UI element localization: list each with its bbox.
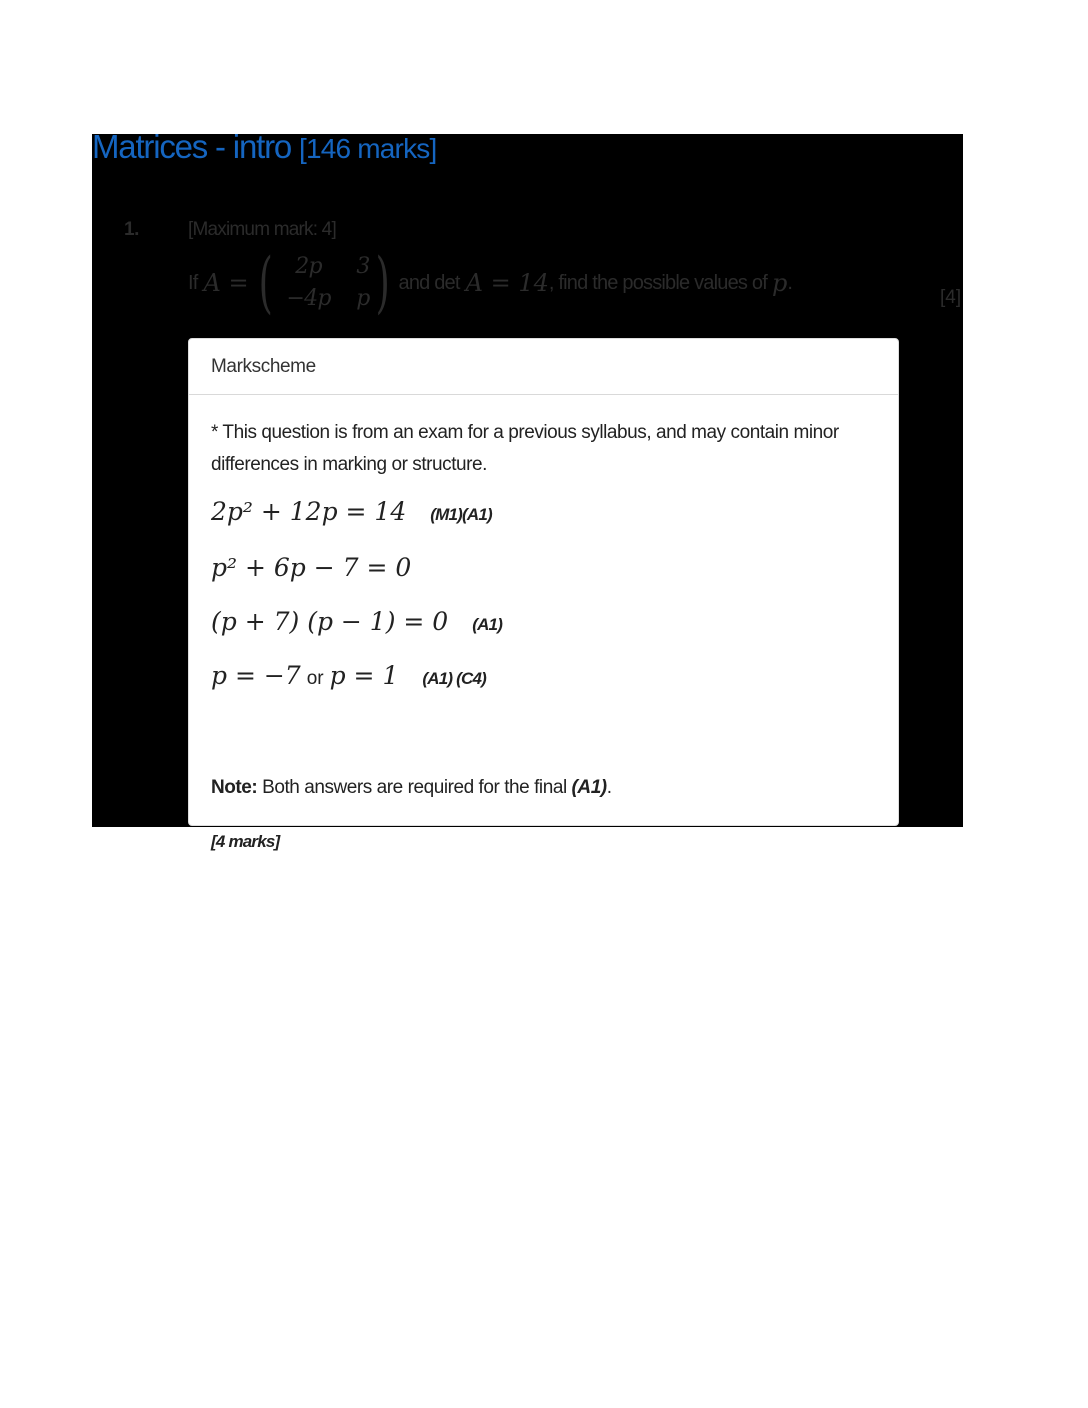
- markscheme-step-3: [211, 607, 502, 636]
- question-text-if: If: [188, 271, 198, 294]
- markscheme-step-4: [211, 661, 486, 690]
- question-max-mark: [Maximum mark: 4]: [188, 219, 336, 240]
- question-number: 1.: [124, 219, 139, 240]
- question-variable: p: [771, 269, 788, 297]
- det-expression: A = 14: [465, 269, 549, 297]
- page-title: [92, 127, 436, 169]
- markscheme-header[interactable]: Markscheme: [189, 339, 898, 395]
- markscheme-body: [189, 395, 898, 851]
- step-expression-right: p = 1: [329, 661, 399, 690]
- note-text: Both answers are required for the final: [257, 777, 572, 798]
- question-text-and-det: and det: [398, 271, 460, 294]
- matrix-A: [253, 244, 395, 321]
- step-or: or: [306, 668, 324, 689]
- title-marks: [146 marks]: [298, 133, 437, 164]
- markscheme-step-1: [211, 497, 492, 526]
- note-label: Note:: [211, 777, 258, 798]
- step-annotation: (M1)(A1): [430, 505, 492, 524]
- matrix-cell: 3: [356, 254, 370, 279]
- step-expression: (p + 7) (p − 1) = 0: [211, 607, 449, 636]
- matrix-cell: −4p: [286, 286, 331, 311]
- step-annotation: (A1): [472, 615, 503, 634]
- note-end: .: [606, 777, 612, 798]
- syllabus-note: * This question is from an exam for a previous syllabus, and may contain minor differences in marking or structure.: [211, 422, 839, 475]
- matrix-left-paren: (: [258, 244, 272, 321]
- question-text-find: , find the possible values of: [548, 271, 767, 294]
- step-expression: p² + 6p − 7 = 0: [211, 553, 412, 582]
- total-marks: [4 marks]: [211, 832, 280, 851]
- matrix-right-paren: ): [375, 244, 389, 321]
- question-marks: [4]: [940, 287, 962, 308]
- matrix-lhs: A =: [203, 269, 249, 297]
- step-expression-left: p = −7: [211, 661, 301, 690]
- question-period: .: [787, 271, 793, 294]
- step-annotation: (A1) (C4): [422, 669, 486, 688]
- step-expression: 2p² + 12p = 14: [211, 497, 407, 526]
- matrix-cell: p: [356, 286, 370, 311]
- note-mark: (A1): [571, 777, 607, 798]
- title-text: Matrices - intro: [92, 128, 292, 165]
- matrix-cell: 2p: [295, 254, 322, 279]
- question-text: [188, 244, 793, 321]
- markscheme-box: [188, 338, 899, 851]
- markscheme-step-2: [211, 553, 411, 582]
- final-note: [211, 777, 612, 799]
